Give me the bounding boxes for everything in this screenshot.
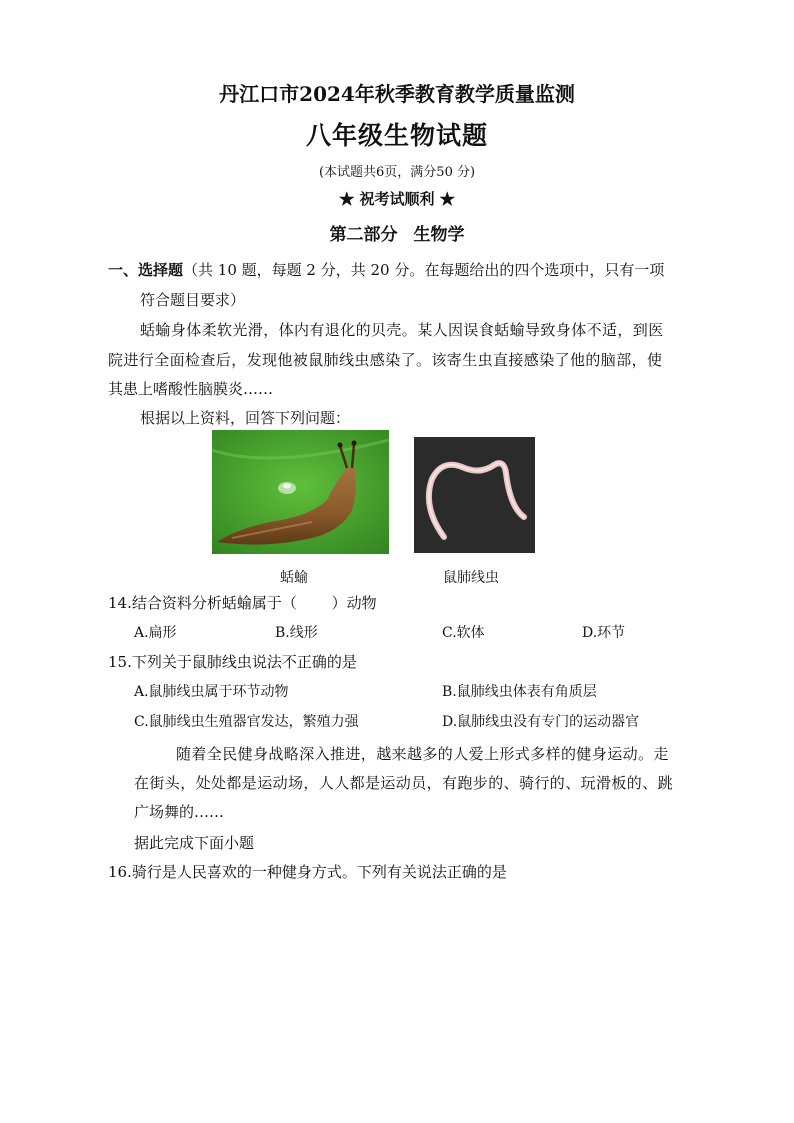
q15-option-d: D.鼠肺线虫没有专门的运动器官 (442, 714, 640, 730)
q14-option-c: C.软体 (442, 625, 485, 641)
passage1-prompt: 根据以上资料，回答下列问题： (140, 409, 351, 427)
section-heading-desc: （共 10 题，每题 2 分，共 20 分。在每题给出的四个选项中，只有一项 (183, 261, 665, 279)
exam-wish: ★ 祝考试顺利 ★ (339, 190, 455, 208)
slug-caption: 蛞蝓 (280, 570, 308, 586)
q14-option-d: D.环节 (582, 625, 626, 641)
exam-note: (本试题共6页，满分50 分) (318, 165, 476, 180)
passage2-line2: 在街头，处处都是运动场，人人都是运动员，有跑步的、骑行的、玩滑板的、跳 (134, 774, 674, 792)
q14-option-a: A.扁形 (134, 625, 177, 641)
exam-title: 丹江口市2024年秋季教育教学质量监测 (219, 82, 575, 106)
passage1-line2: 院进行全面检查后，发现他被鼠肺线虫感染了。该寄生虫直接感染了他的脑部，使 (108, 351, 663, 369)
section-heading-cont: 符合题目要求） (140, 291, 246, 309)
passage2-prompt: 据此完成下面小题 (134, 834, 255, 852)
worm-caption: 鼠肺线虫 (443, 570, 499, 586)
section-heading-label: 一、选择题 (108, 261, 184, 279)
worm-illustration (414, 437, 535, 553)
section-heading (108, 259, 664, 280)
question-14-stem: 14.结合资料分析蛞蝓属于（ ）动物 (108, 594, 377, 612)
question-15-stem: 15.下列关于鼠肺线虫说法不正确的是 (108, 653, 357, 671)
passage2-line3: 广场舞的…… (134, 803, 225, 821)
q14-option-b: B.线形 (275, 625, 318, 641)
slug-image (212, 430, 389, 554)
exam-subtitle: 八年级生物试题 (305, 121, 488, 150)
passage2-line1: 随着全民健身战略深入推进，越来越多的人爱上形式多样的健身运动。走 (176, 745, 669, 763)
passage1-line1: 蛞蝓身体柔软光滑，体内有退化的贝壳。某人因误食蛞蝓导致身体不适，到医 (140, 321, 664, 339)
passage1-line3: 其患上嗜酸性脑膜炎…… (108, 380, 274, 398)
worm-image (414, 437, 535, 553)
q15-option-b: B.鼠肺线虫体表有角质层 (442, 684, 597, 700)
question-16-stem: 16.骑行是人民喜欢的一种健身方式。下列有关说法正确的是 (108, 863, 507, 881)
slug-illustration (212, 430, 389, 554)
q15-option-c: C.鼠肺线虫生殖器官发达，繁殖力强 (134, 714, 359, 730)
q15-option-a: A.鼠肺线虫属于环节动物 (134, 684, 289, 700)
part-heading: 第二部分 生物学 (329, 225, 465, 245)
